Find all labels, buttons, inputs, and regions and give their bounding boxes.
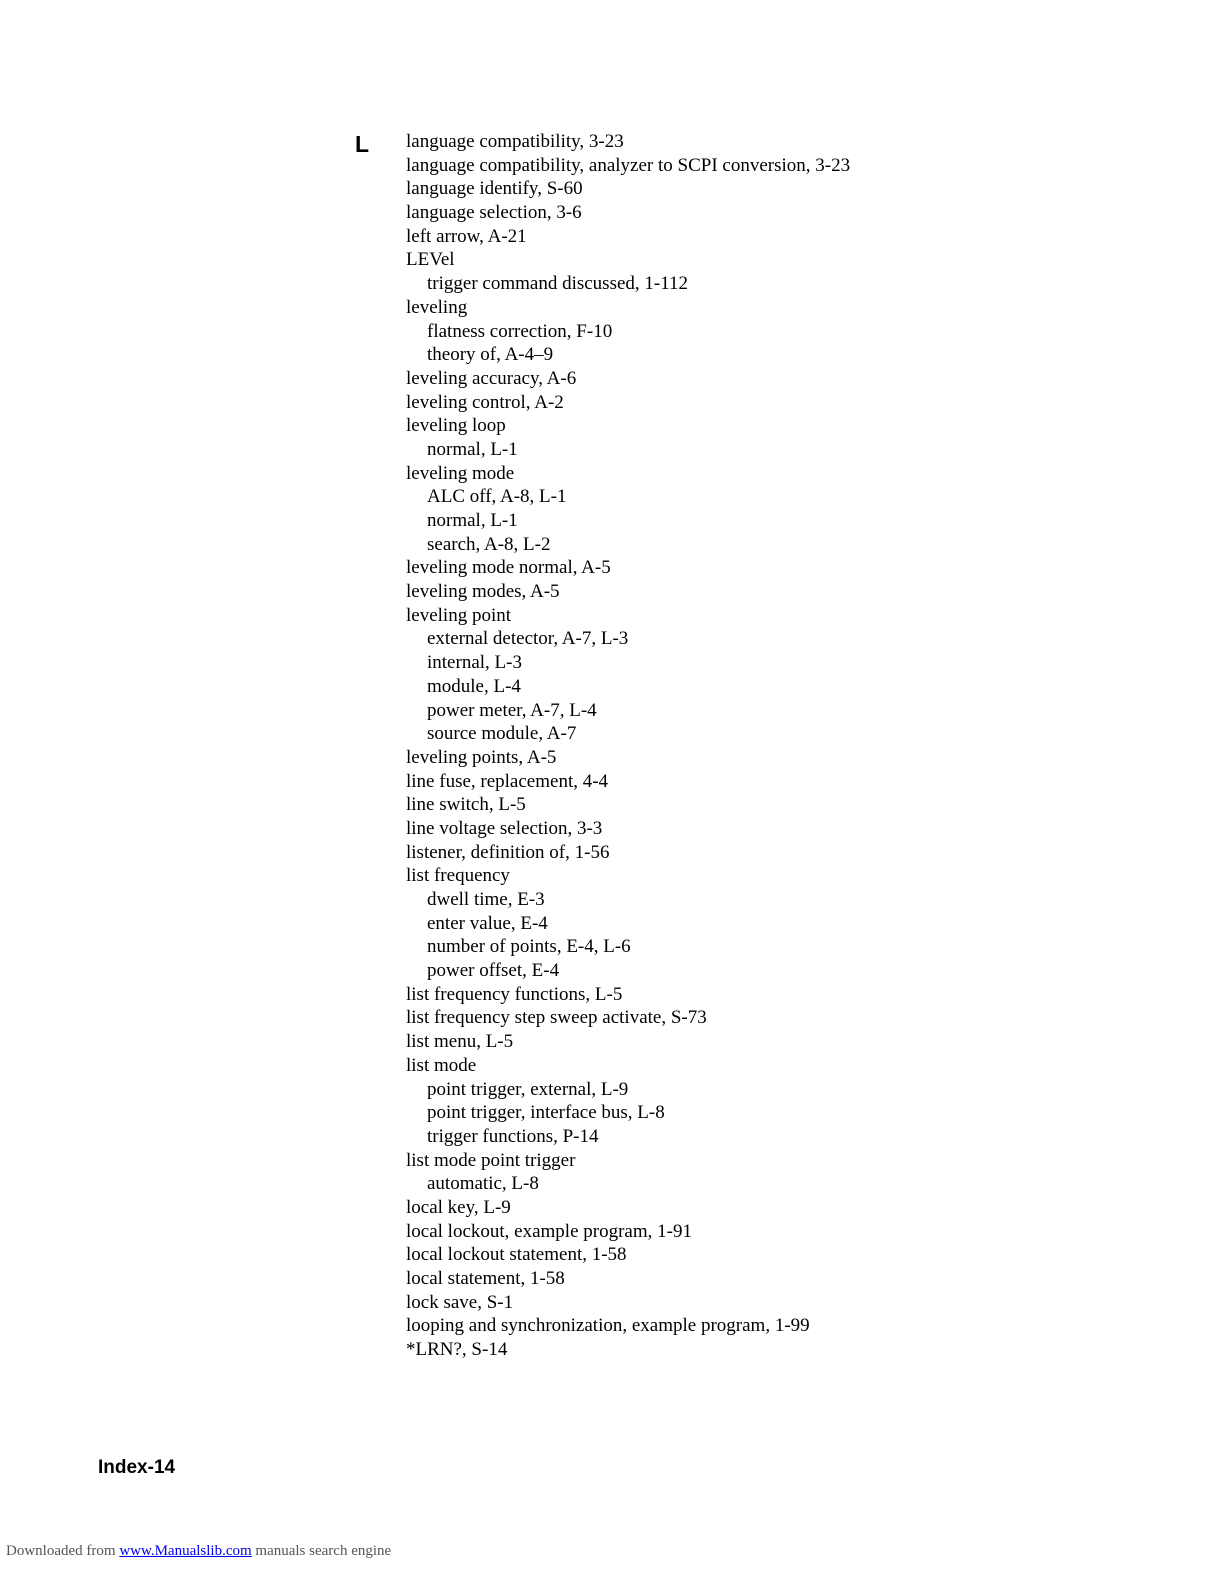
index-subentry: ALC off, A-8, L-1 (427, 486, 567, 508)
index-entry: local statement, 1-58 (406, 1268, 565, 1289)
index-entry: leveling modes, A-5 (406, 581, 560, 603)
index-entry: leveling accuracy, A-6 (406, 367, 577, 389)
index-subentry: number of points, E-4, L-6 (427, 936, 631, 958)
index-entry: local lockout statement, 1-58 (406, 1244, 627, 1266)
index-subentry: enter value, E-4 (427, 912, 548, 934)
index-entry: leveling mode normal, A-5 (406, 557, 611, 579)
index-subentry: module, L-4 (427, 675, 521, 697)
index-subentry: internal, L-3 (427, 652, 522, 674)
index-entry: local key, L-9 (406, 1196, 511, 1218)
manualslib-link[interactable]: www.Manualslib.com (119, 1543, 252, 1559)
index-subentry: source module, A-7 (427, 723, 577, 745)
index-entry: list mode point trigger (406, 1149, 576, 1171)
footer-prefix: Downloaded from (6, 1543, 120, 1559)
index-entry: looping and synchronization, example program, 1-99 (406, 1315, 810, 1337)
index-entry: local lockout, example program, 1-91 (406, 1220, 692, 1242)
index-entry: line voltage selection, 3-3 (406, 817, 603, 839)
page-number: Index-14 (98, 1457, 176, 1478)
index-entry: language selection, 3-6 (406, 202, 582, 224)
index-entry: leveling loop (406, 415, 506, 437)
index-entry: list frequency step sweep activate, S-73 (406, 1007, 707, 1029)
index-entry: leveling points, A-5 (406, 746, 557, 768)
index-entry: list menu, L-5 (406, 1031, 514, 1053)
index-subentry: flatness correction, F-10 (427, 320, 613, 342)
section-letter: L (355, 131, 370, 157)
index-subentry: power meter, A-7, L-4 (427, 699, 597, 721)
index-subentry: dwell time, E-3 (427, 889, 545, 910)
index-entry: lock save, S-1 (406, 1291, 514, 1313)
index-subentry: search, A-8, L-2 (427, 533, 551, 555)
index-entry-list (406, 130, 850, 1362)
index-entry: list frequency functions, L-5 (406, 983, 623, 1005)
index-subentry: trigger command discussed, 1-112 (427, 273, 689, 295)
index-subentry: point trigger, interface bus, L-8 (427, 1102, 665, 1124)
index-entry: LEVel (406, 249, 455, 271)
index-entry: line fuse, replacement, 4-4 (406, 770, 609, 792)
index-entry: language compatibility, 3-23 (406, 131, 624, 152)
index-subentry: trigger functions, P-14 (427, 1125, 599, 1147)
index-subentry: normal, L-1 (427, 438, 518, 460)
index-entry: language compatibility, analyzer to SCPI conversion, 3-23 (406, 154, 851, 176)
index-subentry: power offset, E-4 (427, 960, 560, 982)
index-entry: *LRN?, S-14 (406, 1339, 508, 1361)
download-footer (6, 1541, 391, 1561)
index-entry: language identify, S-60 (406, 178, 583, 200)
index-entry: line switch, L-5 (406, 794, 526, 816)
index-entry: left arrow, A-21 (406, 225, 527, 247)
index-entry: leveling control, A-2 (406, 391, 564, 413)
index-entry: leveling point (406, 604, 512, 626)
index-entry: leveling mode (406, 462, 515, 484)
index-subentry: automatic, L-8 (427, 1173, 539, 1195)
footer-suffix: manuals search engine (251, 1543, 392, 1559)
index-entry: list mode (406, 1054, 477, 1076)
index-subentry: point trigger, external, L-9 (427, 1078, 629, 1100)
index-entry: list frequency (406, 865, 510, 887)
index-subentry: external detector, A-7, L-3 (427, 628, 629, 650)
index-entry: listener, definition of, 1-56 (406, 841, 610, 863)
index-subentry: normal, L-1 (427, 510, 518, 531)
index-subentry: theory of, A-4–9 (427, 344, 554, 366)
index-entry: leveling (406, 296, 468, 318)
